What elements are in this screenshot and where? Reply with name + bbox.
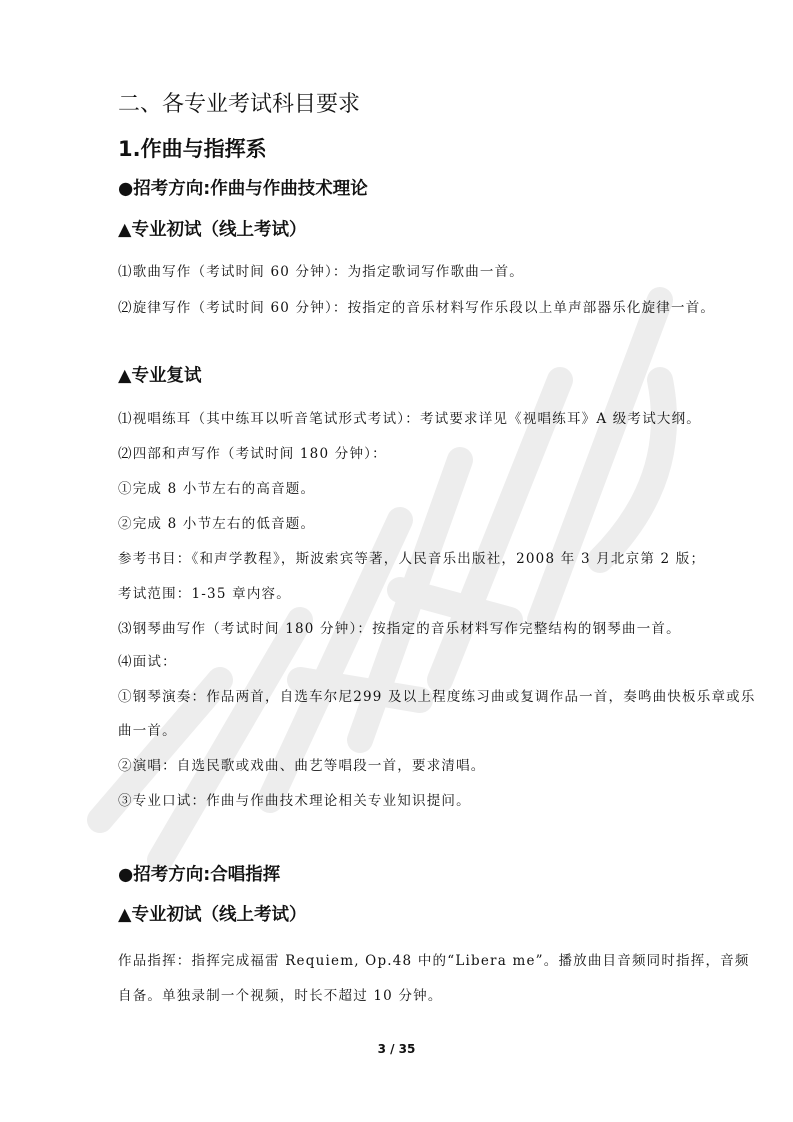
paragraph: ⑷面试：	[118, 654, 177, 670]
paragraph: 作品指挥：指挥完成福雷 Requiem, Op.48 中的“Libera me”。播放曲目音频同时指挥，音频	[118, 953, 750, 969]
paragraph: ⑵四部和声写作（考试时间 180 分钟）：	[118, 446, 387, 462]
retest-heading: ▲专业复试	[118, 366, 202, 386]
paragraph: 参考书目：《和声学教程》，斯波索宾等著，人民音乐出版社，2008 年 3 月北京第 2 版；	[118, 551, 706, 567]
paragraph: ①完成 8 小节左右的高音题。	[118, 481, 316, 497]
paragraph: ⑴歌曲写作（考试时间 60 分钟）：为指定歌词写作歌曲一首。	[118, 264, 525, 280]
paragraph: 考试范围：1-35 章内容。	[118, 586, 291, 602]
paragraph: ③专业口试：作曲与作曲技术理论相关专业知识提问。	[118, 793, 471, 809]
section-title: 二、各专业考试科目要求	[118, 92, 361, 117]
paragraph: ⑶钢琴曲写作（考试时间 180 分钟）：按指定的音乐材料写作完整结构的钢琴曲一首。	[118, 621, 681, 637]
paragraph: ⑴视唱练耳（其中练耳以听音笔试形式考试）：考试要求详见《视唱练耳》A 级考试大纲。	[118, 411, 701, 427]
department-title: 1.作曲与指挥系	[118, 137, 267, 161]
page-number: 3 / 35	[377, 1042, 416, 1056]
paragraph: 自备。单独录制一个视频，时长不超过 10 分钟。	[118, 988, 443, 1004]
paragraph: ②演唱：自选民歌或戏曲、曲艺等唱段一首，要求清唱。	[118, 758, 486, 774]
direction-heading: ●招考方向:作曲与作曲技术理论	[118, 179, 368, 199]
direction-heading: ●招考方向:合唱指挥	[118, 865, 281, 885]
paragraph: ②完成 8 小节左右的低音题。	[118, 516, 316, 532]
paragraph: ①钢琴演奏：作品两首，自选车尔尼299 及以上程度练习曲或复调作品一首，奏鸣曲快板乐章或乐	[118, 689, 756, 705]
paragraph: ⑵旋律写作（考试时间 60 分钟）：按指定的音乐材料写作乐段以上单声部器乐化旋律一首。	[118, 300, 716, 316]
watermark-graphic	[40, 260, 740, 880]
paragraph: 曲一首。	[118, 723, 177, 739]
preliminary-heading: ▲专业初试（线上考试）	[118, 220, 307, 240]
preliminary-heading: ▲专业初试（线上考试）	[118, 905, 307, 925]
